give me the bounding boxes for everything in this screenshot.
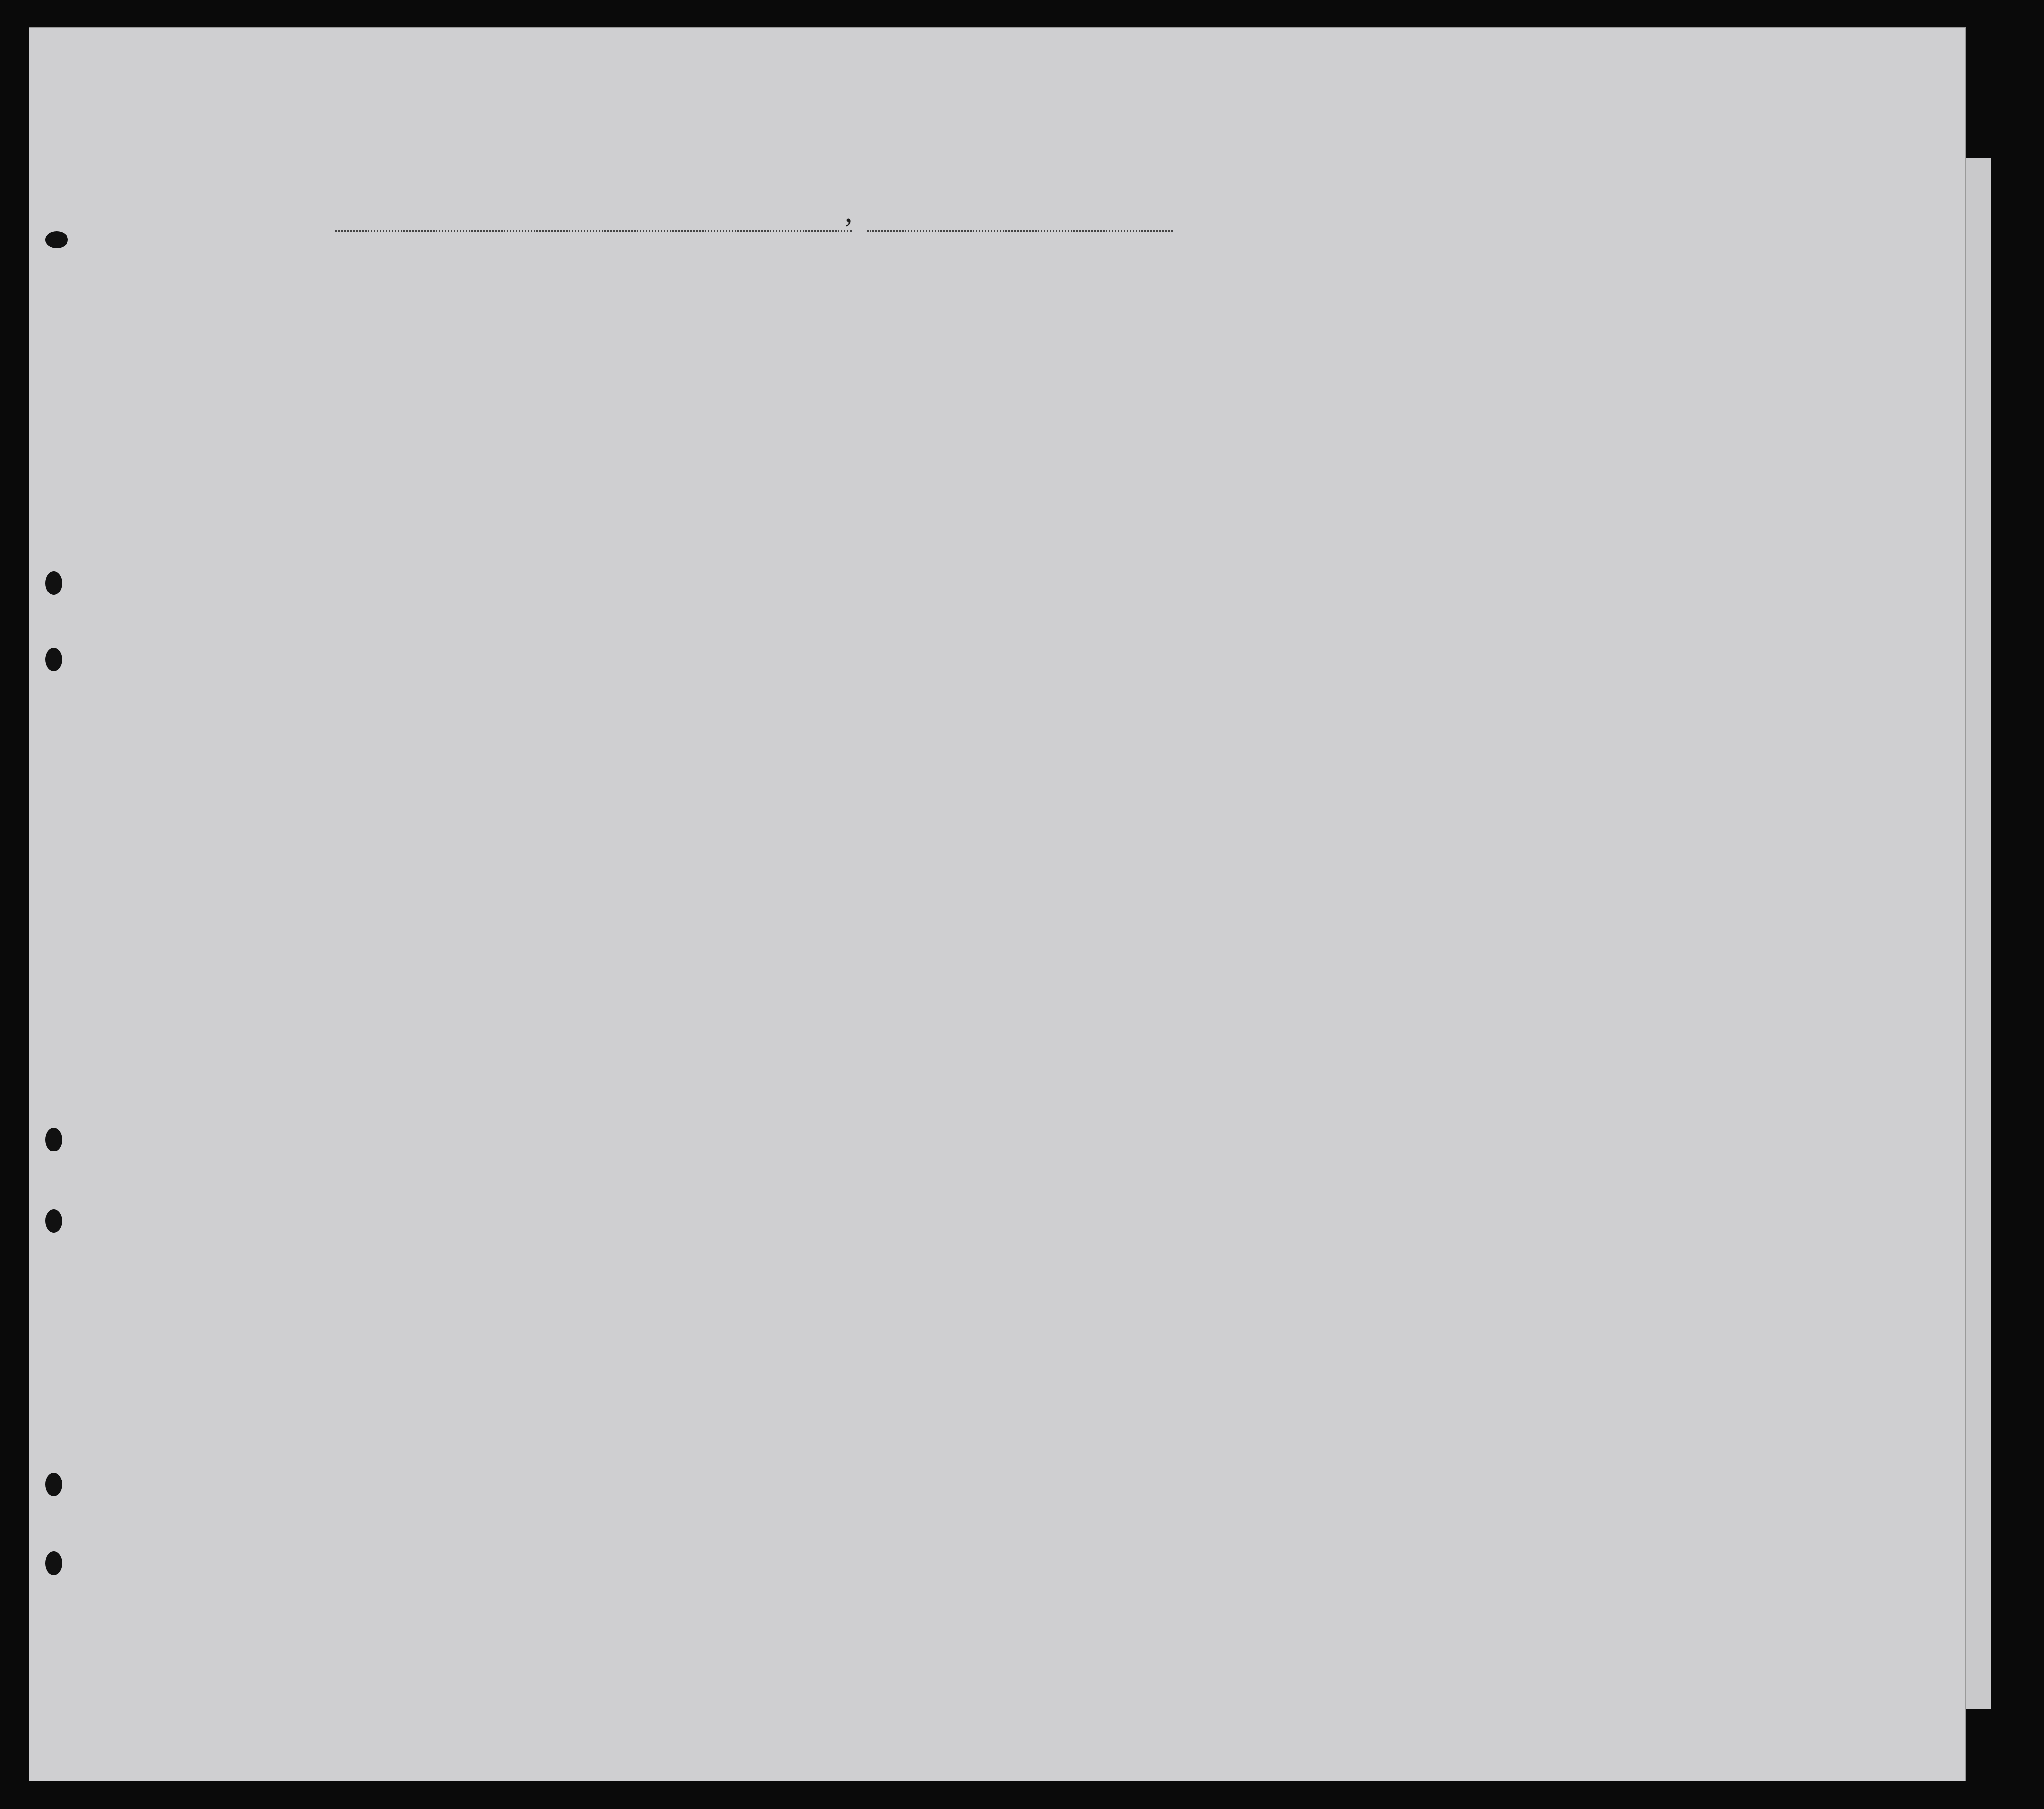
binder-hole: [45, 1473, 62, 1496]
date-fill-line: [867, 230, 1173, 232]
manifest-sheet: [29, 27, 1966, 1781]
binder-hole: [45, 231, 68, 248]
binder-hole: [45, 1551, 62, 1575]
port-fill-line: [335, 230, 852, 232]
binder-hole: [45, 648, 62, 671]
comma: ,: [845, 195, 853, 229]
binder-hole: [45, 571, 62, 595]
binder-hole: [45, 1128, 62, 1151]
binder-hole: [45, 1209, 62, 1233]
